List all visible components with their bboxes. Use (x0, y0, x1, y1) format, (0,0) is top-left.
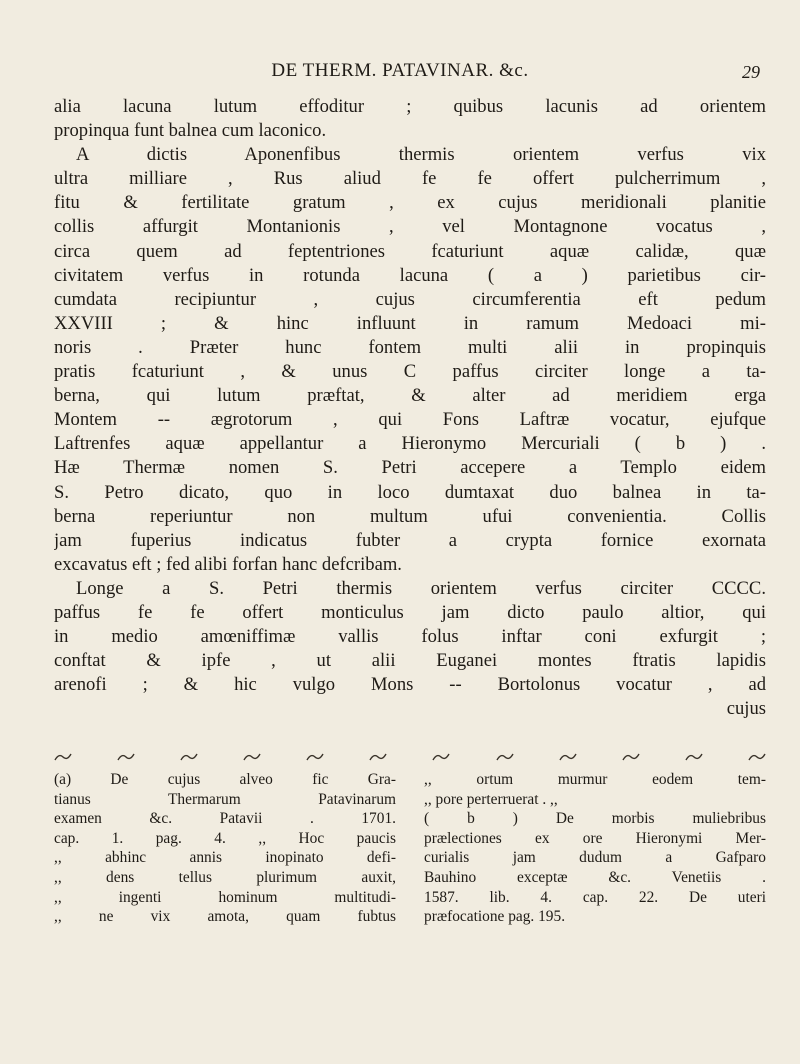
text-line: circa quem ad feptentriones fcaturiunt aquæ calidæ, quæ (54, 240, 766, 262)
text-line: Hæ Thermæ nomen S. Petri accepere a Templo eidem (54, 457, 766, 479)
footnote-line: præfocatione pag. 195. (424, 908, 566, 926)
ornament-icon (54, 752, 72, 762)
footnote-line: tianus Thermarum Patavinarum (54, 790, 396, 808)
text-line: paffus fe fe offert monticulus jam dicto paulo altior, qui (54, 601, 766, 623)
ornament-icon (369, 752, 387, 762)
text-line: cumdata recipiuntur , cujus circumferentia eft pedum (54, 288, 766, 310)
footnote-column-left (54, 770, 396, 927)
text-line: berna, qui lutum præftat, & alter ad meridiem erga (54, 385, 766, 407)
text-line: berna reperiuntur non multum ufui convenientia. Collis (54, 505, 766, 527)
footnote-line: ,, ingenti hominum multitudi- (54, 888, 396, 906)
ornament-rule (54, 750, 766, 764)
text-line: excavatus eft ; fed alibi forfan hanc defcribam. (54, 553, 402, 575)
ornament-icon (685, 752, 703, 762)
text-line: Laftrenfes aquæ appellantur a Hieronymo Mercuriali ( b ) . (54, 433, 766, 455)
text-line: arenofi ; & hic vulgo Mons -- Bortolonus vocatur , ad (54, 674, 766, 696)
footnote-line: prælectiones ex ore Hieronymi Mer- (424, 829, 766, 847)
footnote-line: ,, dens tellus plurimum auxit, (54, 868, 396, 886)
text-line: ultra milliare , Rus aliud fe fe offert pulcherrimum , (54, 168, 766, 190)
footnote-line: ,, abhinc annis inopinato defi- (54, 849, 396, 867)
footnote-line: ,, ne vix amota, quam fubtus (54, 908, 396, 926)
catchword: cujus (726, 698, 766, 720)
page-number: 29 (742, 62, 760, 82)
ornament-icon (180, 752, 198, 762)
footnote-line: (a) De cujus alveo fic Gra- (54, 771, 396, 788)
footnote-line: examen &c. Patavii . 1701. (54, 810, 396, 828)
text-line: A dictis Aponenfibus thermis orientem verfus vix (76, 144, 766, 166)
text-line: noris . Præter hunc fontem multi alii in propinquis (54, 336, 766, 358)
ornament-icon (748, 752, 766, 762)
text-line: pratis fcaturiunt , & unus C paffus circiter longe a ta- (54, 361, 766, 383)
text-line: Montem -- ægrotorum , qui Fons Laftræ vocatur, ejufque (54, 409, 766, 431)
ornament-icon (306, 752, 324, 762)
ornament-icon (432, 752, 450, 762)
footnote-column-right (424, 770, 766, 927)
text-line: Longe a S. Petri thermis orientem verfus circiter CCCC. (76, 577, 766, 599)
text-line: XXVIII ; & hinc influunt in ramum Medoaci mi- (54, 312, 766, 334)
text-line: propinqua funt balnea cum laconico. (54, 120, 327, 142)
page-header (40, 60, 760, 90)
footnote-line: Bauhino exceptæ &c. Venetiis . (424, 868, 766, 886)
footnote-line: ,, pore perterruerat . ,, (424, 790, 558, 808)
text-line: alia lacuna lutum effoditur ; quibus lacunis ad orientem (54, 96, 766, 117)
text-line: collis affurgit Montanionis , vel Montagnone vocatus , (54, 216, 766, 238)
ornament-icon (117, 752, 135, 762)
footnote-line: curialis jam dudum a Gafparo (424, 849, 766, 867)
ornament-icon (622, 752, 640, 762)
text-line: jam fuperius indicatus fubter a crypta fornice exornata (54, 529, 766, 551)
footnote-line: cap. 1. pag. 4. ,, Hoc paucis (54, 829, 396, 847)
text-line: S. Petro dicato, quo in loco dumtaxat duo balnea in ta- (54, 481, 766, 503)
ornament-icon (496, 752, 514, 762)
text-line: fitu & fertilitate gratum , ex cujus meridionali planitie (54, 192, 766, 214)
text-line: in medio amœniffimæ vallis folus inftar coni exfurgit ; (54, 626, 766, 648)
ornament-icon (559, 752, 577, 762)
text-line: civitatem verfus in rotunda lacuna ( a ) parietibus cir- (54, 264, 766, 286)
text-line: conftat & ipfe , ut alii Euganei montes ftratis lapidis (54, 650, 766, 672)
footnote-line: ,, ortum murmur eodem tem- (424, 771, 766, 788)
running-title: DE THERM. PATAVINAR. &c. (271, 60, 529, 81)
main-text (54, 95, 766, 721)
ornament-icon (243, 752, 261, 762)
footnote-line: 1587. lib. 4. cap. 22. De uteri (424, 888, 766, 906)
footnote-line: ( b ) De morbis muliebribus (424, 810, 766, 828)
footnotes (54, 770, 766, 927)
